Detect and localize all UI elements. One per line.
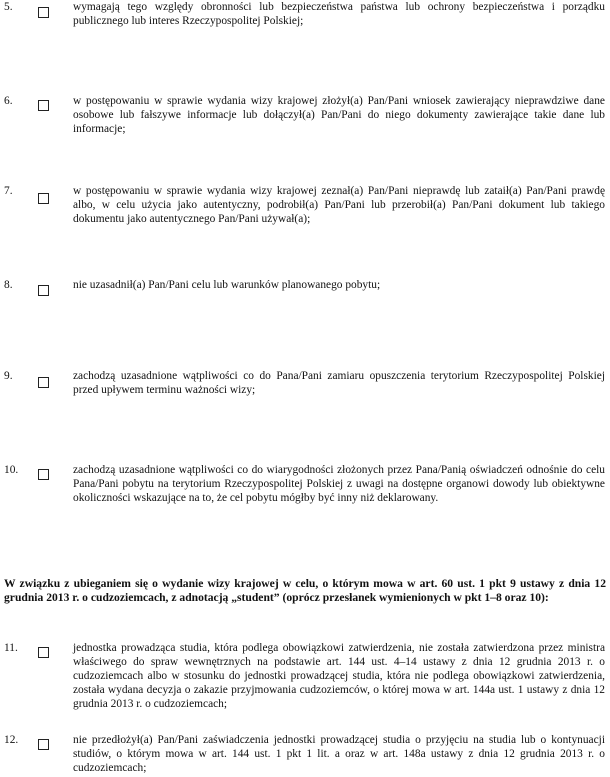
section-heading: W związku z ubieganiem się o wydanie wizy krajowej w celu, o którym mowa w art. 60 ust. 1 pkt 9 ustawy z dnia 12 grudnia 2013 r. o cudzoziemcach, z adnotacją „student” (oprócz przesłanek wymienionych w pkt 1–8 oraz 10): (4, 577, 606, 605)
item-text: jednostka prowadząca studia, która podlega obowiązkowi zatwierdzenia, nie została zatwierdzona przez ministra właściwego do spraw wewnętrznych na podstawie art. 144 ust. 4–14 ustawy z dnia 12 grudnia 2013 r. o cudzoziemcach albo w stosunku do jednostki prowadzącej studia, która nie podlega obowiązkowi zatwierdzenia, została wydana decyzja o zakazie przyjmowania cudzoziemców, o której mowa w art. 144a ust. 1 ustawy z dnia 12 grudnia 2013 r. o cudzoziemcach; (73, 642, 605, 710)
checkbox-item-10[interactable] (38, 469, 49, 480)
checkbox-item-11[interactable] (38, 647, 49, 658)
item-number: 9. (4, 370, 13, 382)
checkbox-item-12[interactable] (38, 739, 49, 750)
item-text: wymagają tego względy obronności lub bezpieczeństwa państwa lub ochrony bezpieczeństwa i porządku publicznego lub interes Rzeczypospolitej Polskiej; (73, 1, 605, 27)
item-number: 5. (4, 1, 13, 13)
checkbox-item-9[interactable] (38, 377, 49, 388)
item-text: zachodzą uzasadnione wątpliwości co do Pana/Pani zamiaru opuszczenia terytorium Rzeczypospolitej Polskiej przed upływem terminu ważności wizy; (73, 370, 605, 396)
checkbox-item-8[interactable] (38, 285, 49, 296)
item-text: zachodzą uzasadnione wątpliwości co do wiarygodności złożonych przez Pana/Panią oświadczeń odnośnie do celu Pana/Pani pobytu na terytorium Rzeczypospolitej Polskiej z uwagi na dostępne organowi dowody lub obiektywne okoliczności wskazujące na to, że cel pobytu mógłby być inny niż deklarowany. (73, 464, 605, 504)
item-number: 11. (4, 642, 18, 654)
item-text: nie uzasadnił(a) Pan/Pani celu lub warunków planowanego pobytu; (73, 279, 381, 291)
checkbox-item-5[interactable] (38, 7, 49, 18)
item-number: 12. (4, 734, 19, 746)
item-text: nie przedłożył(a) Pan/Pani zaświadczenia jednostki prowadzącej studia o przyjęciu na studia lub o kontynuacji studiów, o którym mowa w art. 144 ust. 1 pkt 1 lit. a oraz w art. 148a ustawy z dnia 12 grudnia 2013 r. o cudzoziemcach; (73, 734, 605, 774)
checkbox-item-7[interactable] (38, 193, 49, 204)
item-number: 10. (4, 464, 19, 476)
item-text: w postępowaniu w sprawie wydania wizy krajowej złożył(a) Pan/Pani wniosek zawierający nieprawdziwe dane osobowe lub fałszywe informacje lub dołączył(a) Pan/Pani do niego dokumenty zawierające takie dane lub informacje; (73, 95, 605, 135)
item-number: 7. (4, 185, 13, 197)
item-text: w postępowaniu w sprawie wydania wizy krajowej zeznał(a) Pan/Pani nieprawdę lub zataił(a) Pan/Pani prawdę albo, w celu użycia jako autentyczny, podrobił(a) Pan/Pani lub przerobił(a) Pan/Pani dokument lub takiego dokumentu jako autentycznego Pan/Pani używał(a); (73, 185, 605, 225)
item-number: 8. (4, 279, 13, 291)
checkbox-item-6[interactable] (38, 100, 49, 111)
item-number: 6. (4, 95, 13, 107)
